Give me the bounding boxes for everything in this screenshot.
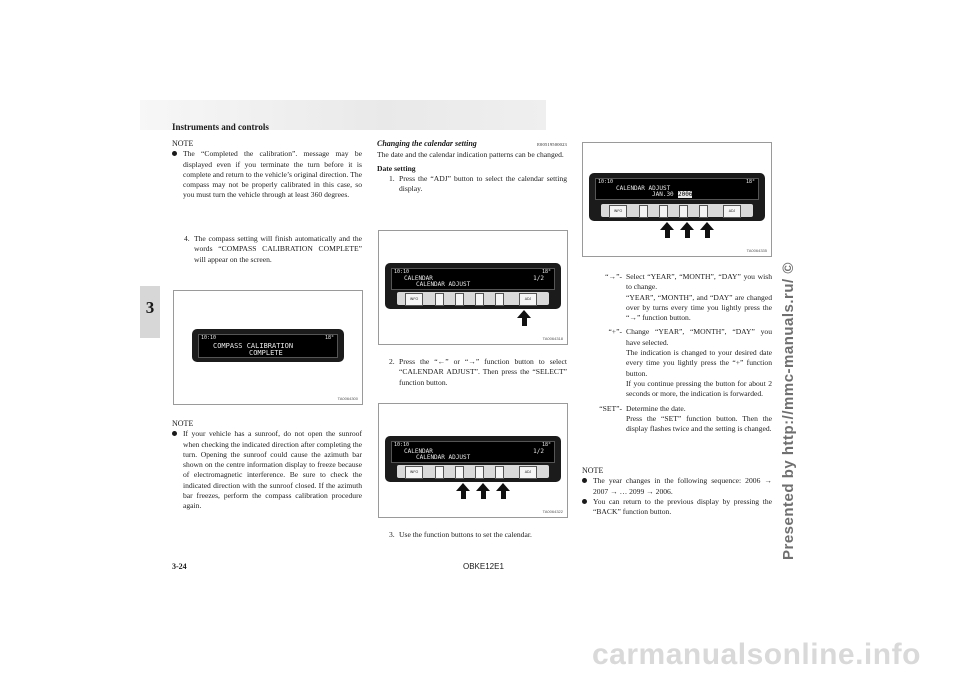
definition-text: If you continue pressing the button for about 2 seconds or more, the indication is forwarded. — [626, 378, 772, 399]
function-button-2[interactable] — [455, 293, 464, 306]
lcd-screen — [198, 334, 338, 358]
lcd-screen — [595, 178, 759, 200]
lcd-temp: 18° — [324, 335, 334, 341]
figure-calendar-adj — [378, 230, 568, 345]
definition-list — [582, 272, 772, 434]
chapter-number: 3 — [145, 298, 155, 317]
function-button-1[interactable] — [435, 293, 444, 306]
figure-id: TA0064322 — [542, 509, 563, 514]
left-note-2 — [172, 419, 362, 512]
display-panel — [589, 173, 765, 221]
intro-text: The date and the calendar indication patterns can be changed. — [377, 150, 564, 160]
note-text: You can return to the previous display by pressing the “BACK” function button. — [593, 496, 772, 517]
pointer-arrow-icon — [496, 483, 510, 491]
note-label: NOTE — [172, 419, 194, 428]
bullet-icon — [172, 431, 177, 436]
lcd-clock: 10:10 — [394, 442, 410, 448]
definition-text: The indication is changed to your desired date every time you lightly press the “+” function button. — [626, 348, 772, 378]
lcd-line-2: CALENDAR ADJUST — [416, 281, 471, 288]
function-button-bar — [601, 204, 753, 217]
pointer-arrow-stem — [461, 491, 466, 499]
info-button[interactable]: INFO — [405, 293, 423, 306]
adj-button[interactable]: ADJ — [519, 466, 537, 479]
lcd-line-2: COMPLETE — [249, 349, 283, 357]
step-text: Press the “←” or “→” function button to select “CALENDAR ADJUST”. Then press the “SELECT” function button. — [399, 357, 567, 387]
definition-text: Select “YEAR”, “MONTH”, “DAY” you wish to change. — [626, 272, 772, 292]
definition-set — [582, 404, 772, 435]
figure-id: TA0064300 — [337, 396, 358, 401]
figure-calendar-select — [378, 403, 568, 518]
note-label: NOTE — [582, 466, 604, 475]
pointer-arrow-icon — [476, 483, 490, 491]
step-number: 4. — [184, 234, 190, 243]
pointer-arrow-icon — [456, 483, 470, 491]
lcd-clock: 10:10 — [394, 269, 410, 275]
definition-arrow — [582, 272, 772, 323]
document-code: OBKE12E1 — [463, 562, 504, 571]
lcd-temp: 18° — [745, 179, 755, 185]
step-2 — [377, 357, 567, 388]
definition-key: “+”- — [608, 327, 622, 337]
step-text: Press the “ADJ” button to select the calendar setting display. — [399, 173, 567, 194]
definition-text: Change “YEAR”, “MONTH”, “DAY” you have selected. — [626, 327, 772, 347]
lcd-temp: 18° — [541, 269, 551, 275]
info-button[interactable]: INFO — [405, 466, 423, 479]
definition-text: Press the “SET” function button. Then the display flashes twice and the setting is changed. — [626, 413, 772, 434]
pointer-arrow-icon — [660, 222, 674, 230]
function-button-1[interactable] — [435, 466, 444, 479]
function-button-4[interactable] — [495, 466, 504, 479]
pointer-arrow-stem — [685, 230, 690, 238]
function-button-2[interactable] — [659, 205, 668, 218]
note-bullet — [582, 497, 772, 518]
lcd-clock: 10:10 — [201, 335, 217, 341]
site-watermark: carmanualsonline.info — [592, 638, 921, 671]
subheading: Date setting — [377, 163, 416, 173]
pointer-arrow-stem — [481, 491, 486, 499]
lcd-line-1: CALENDAR ADJUST — [616, 185, 671, 192]
lcd-screen — [391, 441, 555, 463]
lcd-line-1: COMPASS CALIBRATION — [213, 342, 294, 350]
middle-intro — [377, 139, 567, 194]
pointer-arrow-stem — [665, 230, 670, 238]
note-text: The “Completed the calibration”. message may be displayed even if you terminate the turn before it is complete and return to the vehicle’s original direction. The compass may not be properly calibrated in this case, so you must turn the vehicle through at least 360 degrees. — [183, 149, 362, 200]
step-4 — [172, 234, 362, 265]
display-panel — [192, 329, 344, 362]
section-title: Instruments and controls — [172, 122, 269, 132]
figure-compass-complete — [173, 290, 363, 405]
note-bullet — [582, 476, 772, 497]
function-button-3[interactable] — [679, 205, 688, 218]
lcd-page: 1/2 — [533, 448, 544, 455]
step-number: 2. — [389, 357, 395, 366]
note-text: If your vehicle has a sunroof, do not open the sunroof when checking the indicated direction after completing the turn. Opening the sunroof could cause the azimuth bar shown on the centre information display to freeze because of electromagnetic interference. Be sure to check the indicated direction with the sunroof closed. If the azimuth bar freezes, perform the compass calibration procedure again. — [183, 429, 362, 511]
display-panel — [385, 263, 561, 309]
left-note-1 — [172, 139, 362, 201]
note-bullet — [172, 149, 362, 200]
definition-plus — [582, 327, 772, 399]
step-number: 3. — [389, 530, 395, 539]
figure-calendar-adjust-date — [582, 142, 772, 257]
lcd-line-1: CALENDAR — [404, 275, 433, 282]
note-text: The year changes in the following sequence: 2006 → 2007 → … 2099 → 2006. — [593, 476, 772, 496]
pointer-arrow-stem — [705, 230, 710, 238]
lcd-temp: 18° — [541, 442, 551, 448]
pointer-arrow-icon — [700, 222, 714, 230]
pointer-arrow-stem — [501, 491, 506, 499]
bullet-icon — [172, 151, 177, 156]
display-panel — [385, 436, 561, 482]
figure-id: TA0064335 — [746, 248, 767, 253]
step-text: The compass setting will finish automatically and the words “COMPASS CALIBRATION COMPLETE” will appear on the screen. — [194, 234, 362, 264]
info-button[interactable]: INFO — [609, 205, 627, 218]
note-bullet — [172, 429, 362, 511]
function-button-3[interactable] — [475, 293, 484, 306]
pointer-arrow-stem — [522, 318, 527, 326]
step-text: Use the function buttons to set the calendar. — [399, 530, 532, 539]
vertical-watermark: Presented by http://mmc-manuals.ru/ © — [780, 262, 797, 560]
adj-button[interactable]: ADJ — [519, 293, 537, 306]
step-3 — [377, 530, 567, 540]
bullet-icon — [582, 478, 587, 483]
pointer-arrow-icon — [680, 222, 694, 230]
lcd-year: 2006 — [678, 191, 693, 198]
lcd-screen — [391, 268, 555, 290]
adj-button[interactable]: ADJ — [723, 205, 741, 218]
step-number: 1. — [389, 173, 395, 183]
function-button-bar — [397, 465, 549, 478]
function-button-4[interactable] — [699, 205, 708, 218]
lcd-line-2: JAN.30 — [652, 191, 674, 198]
lcd-page: 1/2 — [533, 275, 544, 282]
figure-id: TA0064318 — [542, 336, 563, 341]
lcd-clock: 10:10 — [598, 179, 614, 185]
bullet-icon — [582, 499, 587, 504]
function-button-3[interactable] — [475, 466, 484, 479]
definition-key: “→”- — [605, 272, 622, 281]
function-button-4[interactable] — [495, 293, 504, 306]
right-note — [582, 466, 772, 517]
lcd-line-2: CALENDAR ADJUST — [416, 454, 471, 461]
function-button-1[interactable] — [639, 205, 648, 218]
function-button-bar — [397, 292, 549, 305]
pointer-arrow-icon — [517, 310, 531, 318]
definition-text: “YEAR”, “MONTH”, and “DAY” are changed over by turns every time you lightly press the “→” function button. — [626, 292, 772, 323]
page-number: 3-24 — [172, 562, 187, 571]
definition-text: Determine the date. — [626, 403, 686, 413]
function-button-2[interactable] — [455, 466, 464, 479]
definition-key: “SET”- — [599, 403, 622, 413]
section-heading: Changing the calendar setting — [377, 139, 477, 148]
section-code: E00519500023 — [537, 142, 567, 147]
note-label: NOTE — [172, 139, 194, 148]
lcd-line-1: CALENDAR — [404, 448, 433, 455]
